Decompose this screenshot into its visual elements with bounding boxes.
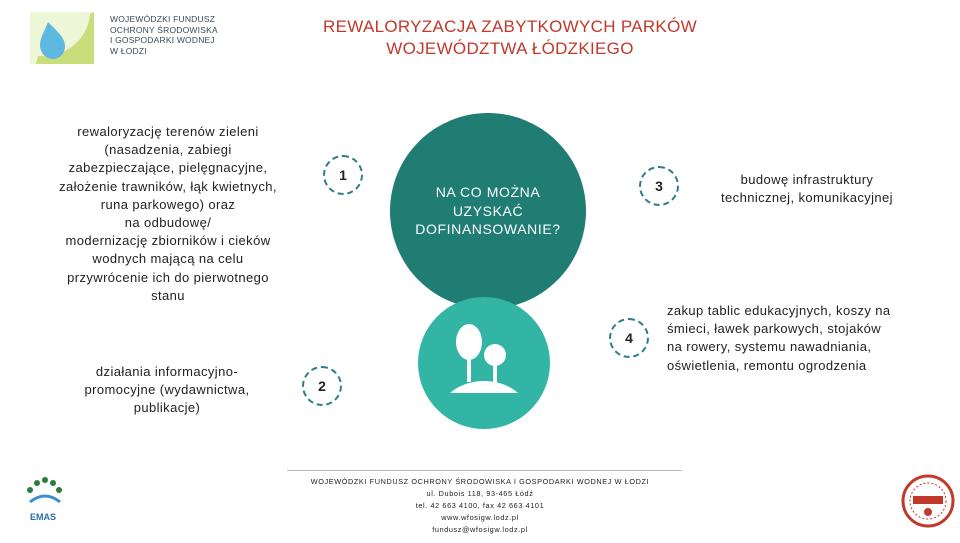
item-4-line: śmieci, ławek parkowych, stojaków [667,321,882,337]
emas-stars-icon [18,472,68,538]
item-1-text [34,123,302,305]
number-badge-2 [302,366,342,406]
item-1-line: rewaloryzację terenów zieleni [77,124,259,139]
water-drop-logo-icon [28,8,98,66]
item-1-line: na odbudowę/ [124,215,212,231]
question-line: UZYSKAĆ [452,202,524,219]
certification-seal [901,474,955,528]
item-3-line: budowę infrastruktury [740,172,874,187]
fund-logo-text [110,14,218,56]
trees-icon-circle [418,297,550,429]
item-1-line: stanu [151,287,185,303]
footer-line: www.wfosigw.lodz.pl [441,513,519,522]
item-4-text [667,302,935,375]
item-1-line: zabezpieczające, pielęgnacyjne, [68,160,268,176]
number-badge-label: 2 [318,378,326,394]
footer-contact [270,476,690,536]
item-2-line: promocyjne (wydawnictwa, [84,382,250,398]
item-1-line: przywrócenie ich do pierwotnego [67,269,269,285]
title-line-2: WOJEWÓDZTWA ŁÓDZKIEGO [386,39,634,58]
question-line: NA CO MOŻNA [435,184,541,201]
footer-line: fundusz@wfosigw.lodz.pl [432,525,528,534]
logo-line: I GOSPODARKI WODNEJ [110,35,215,45]
trees-icon [418,297,550,429]
title-line-1: REWALORYZACJA ZABYTKOWYCH PARKÓW [323,17,697,36]
item-1-line: runa parkowego) oraz [100,196,236,212]
item-1-line: wodnych mającą na celu [92,251,244,267]
question-text [403,183,573,239]
emas-logo [18,472,68,538]
item-4-line: zakup tablic edukacyjnych, koszy na [667,303,891,318]
question-line: DOFINANSOWANIE? [415,221,561,238]
item-3-line: technicznej, komunikacyjnej [721,190,893,206]
certification-seal-icon [901,474,955,528]
item-2-text [52,363,282,418]
item-4-line: oświetlenia, remontu ogrodzenia [667,357,867,373]
page-title [250,16,770,60]
item-2-line: działania informacyjno- [95,364,239,379]
logo-line: OCHRONY ŚRODOWISKA [110,24,218,35]
footer-divider [287,470,682,471]
item-1-line: założenie trawników, łąk kwietnych, [59,178,277,194]
number-badge-label: 1 [339,167,347,183]
footer-line: tel. 42 663 4100, fax 42 663 4101 [415,501,545,510]
item-1-line: modernizację zbiorników i cieków [65,233,271,249]
item-2-line: publikacje) [133,400,201,416]
logo-line: W ŁODZI [110,45,147,56]
number-badge-3 [639,166,679,206]
logo-line: WOJEWÓDZKI FUNDUSZ [110,14,216,24]
number-badge-4 [609,318,649,358]
footer-line: ul. Dubois 118, 93-465 Łódź [426,489,534,498]
question-circle [390,113,586,309]
number-badge-1 [323,155,363,195]
footer-line: WOJEWÓDZKI FUNDUSZ OCHRONY ŚRODOWISKA I GOSPODARKI WODNEJ W ŁODZI [310,477,650,486]
number-badge-label: 3 [655,178,663,194]
number-badge-label: 4 [625,330,633,346]
item-3-text [698,171,916,207]
emas-label: EMAS [29,512,56,522]
item-1-line: (nasadzenia, zabiegi [104,142,232,158]
item-4-line: na rowery, systemu nawadniania, [667,339,872,355]
